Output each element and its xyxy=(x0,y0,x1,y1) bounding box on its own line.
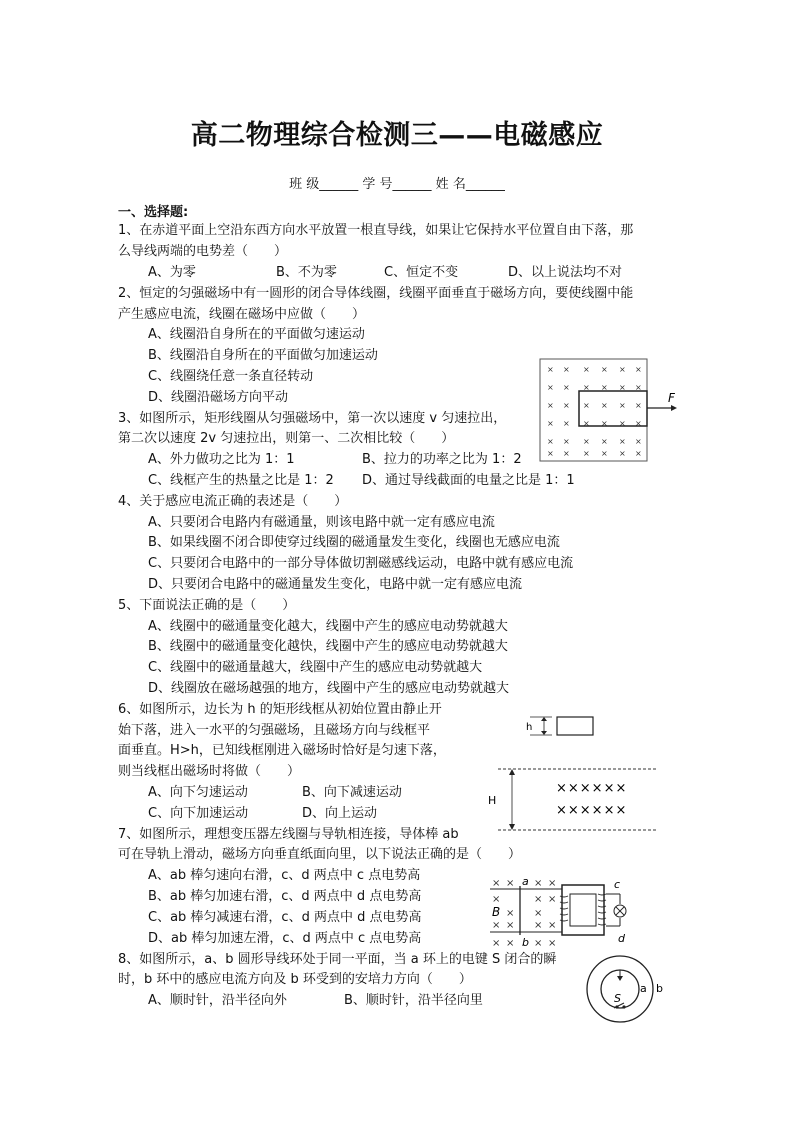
field-cross-mark: × xyxy=(563,401,570,410)
field-cross-mark: × xyxy=(492,920,501,931)
primary-coil xyxy=(560,896,568,921)
field-cross-mark: × xyxy=(635,401,642,410)
field-cross-mark: × xyxy=(601,383,608,392)
q6-stem-line2: 始下落，进入一水平的匀强磁场，且磁场方向与线框平 xyxy=(118,723,431,738)
field-cross-mark: × xyxy=(583,449,590,458)
q1-stem-line1: 1、在赤道平面上空沿东西方向水平放置一根直导线，如果让它保持水平位置自由下落，那 xyxy=(118,223,634,238)
field-crosses-row2: ×××××× xyxy=(556,803,628,818)
q7-stem-line2: 可在导轨上滑动，磁场方向垂直纸面向里，以下说法正确的是（ ） xyxy=(118,847,522,862)
q6-stem-line3: 面垂直。H>h，已知线框刚进入磁场时恰好是匀速下落， xyxy=(118,743,446,758)
field-crosses-row1: ×××××× xyxy=(556,781,628,796)
field-label-B: B xyxy=(492,905,501,919)
q4-stem: 4、关于感应电流正确的表述是（ ） xyxy=(118,494,348,509)
field-cross-mark: × xyxy=(547,449,554,458)
q8-option-a: A、顺时针，沿半径向外 xyxy=(148,993,287,1008)
q6-falling-frame-figure xyxy=(488,712,664,836)
field-cross-mark: × xyxy=(534,908,543,919)
q3-option-d: D、通过导线截面的电量之比是 1：1 xyxy=(362,473,575,488)
secondary-coil xyxy=(598,894,606,925)
q3-magnetic-field-figure xyxy=(538,358,678,464)
field-cross-mark: × xyxy=(534,878,543,889)
field-cross-mark: × xyxy=(547,401,554,410)
q6-option-a: A、向下匀速运动 xyxy=(148,785,248,800)
q7-option-b: B、ab 棒匀加速右滑，c、d 两点中 d 点电势高 xyxy=(148,889,422,904)
rod-label-a: a xyxy=(522,875,529,888)
q6-stem-line1: 6、如图所示，边长为 h 的矩形线框从初始位置由静止开 xyxy=(118,702,442,717)
q6-option-b: B、向下减速运动 xyxy=(302,785,402,800)
field-cross-mark: × xyxy=(548,878,557,889)
q8-rings-figure xyxy=(584,954,696,1026)
q7-option-c: C、ab 棒匀减速右滑，c、d 两点中 d 点电势高 xyxy=(148,910,422,925)
field-cross-mark: × xyxy=(619,419,626,428)
q4-option-a: A、只要闭合电路内有磁通量，则该电路中就一定有感应电流 xyxy=(148,515,495,530)
field-cross-mark: × xyxy=(492,894,501,905)
field-cross-mark: × xyxy=(506,908,515,919)
student-info-line: 班 级______ 学 号______ 姓 名______ xyxy=(289,177,505,192)
q1-stem-line2: 么导线两端的电势差（ ） xyxy=(118,244,288,259)
field-cross-mark: × xyxy=(563,419,570,428)
field-cross-mark: × xyxy=(635,449,642,458)
field-cross-mark: × xyxy=(583,383,590,392)
q6-option-d: D、向上运动 xyxy=(302,806,378,821)
field-cross-mark: × xyxy=(548,920,557,931)
field-cross-mark: × xyxy=(619,449,626,458)
field-cross-mark: × xyxy=(619,365,626,374)
field-cross-mark: × xyxy=(619,383,626,392)
field-cross-mark: × xyxy=(635,437,642,446)
field-cross-mark: × xyxy=(506,920,515,931)
q4-option-b: B、如果线圈不闭合即使穿过线圈的磁通量发生变化，线圈也无感应电流 xyxy=(148,535,560,550)
field-cross-mark: × xyxy=(563,365,570,374)
q3-option-c: C、线框产生的热量之比是 1：2 xyxy=(148,473,334,488)
field-cross-mark: × xyxy=(534,938,543,949)
q2-option-a: A、线圈沿自身所在的平面做匀速运动 xyxy=(148,327,365,342)
q4-option-c: C、只要闭合电路中的一部分导体做切割磁感线运动，电路中就有感应电流 xyxy=(148,556,574,571)
q5-option-b: B、线圈中的磁通量变化越快，线圈中产生的感应电动势就越大 xyxy=(148,639,508,654)
terminal-label-c: c xyxy=(614,878,621,891)
field-cross-mark: × xyxy=(583,365,590,374)
q1-option-d: D、以上说法均不对 xyxy=(508,265,623,280)
field-cross-mark: × xyxy=(506,938,515,949)
q5-option-d: D、线圈放在磁场越强的地方，线圈中产生的感应电动势就越大 xyxy=(148,681,510,696)
q2-option-b: B、线圈沿自身所在的平面做匀加速运动 xyxy=(148,348,378,363)
field-cross-mark: × xyxy=(506,878,515,889)
q8-stem-line1: 8、如图所示，a、b 圆形导线环处于同一平面，当 a 环上的电键 S 闭合的瞬 xyxy=(118,952,557,967)
q3-option-b: B、拉力的功率之比为 1：2 xyxy=(362,452,522,467)
field-cross-mark: × xyxy=(534,894,543,905)
q2-option-d: D、线圈沿磁场方向平动 xyxy=(148,390,289,405)
field-cross-mark: × xyxy=(547,437,554,446)
q3-stem-line1: 3、如图所示，矩形线圈从匀强磁场中，第一次以速度 v 匀速拉出， xyxy=(118,411,507,426)
field-region-border xyxy=(540,359,647,461)
transformer-core xyxy=(562,885,604,935)
field-cross-mark: × xyxy=(619,401,626,410)
field-cross-mark: × xyxy=(635,383,642,392)
field-cross-mark: × xyxy=(601,437,608,446)
field-crosses xyxy=(547,365,642,458)
q5-option-a: A、线圈中的磁通量变化越大，线圈中产生的感应电动势就越大 xyxy=(148,619,508,634)
field-cross-mark: × xyxy=(635,419,642,428)
field-cross-mark: × xyxy=(534,920,543,931)
q8-stem-line2: 时，b 环中的感应电流方向及 b 环受到的安培力方向（ ） xyxy=(118,972,472,987)
section-heading: 一、选择题: xyxy=(118,205,189,220)
field-height-label: H xyxy=(488,794,497,807)
square-frame xyxy=(557,717,593,735)
field-cross-mark: × xyxy=(563,449,570,458)
field-cross-mark: × xyxy=(547,365,554,374)
q7-option-d: D、ab 棒匀加速左滑，c、d 两点中 c 点电势高 xyxy=(148,931,422,946)
field-cross-mark: × xyxy=(563,437,570,446)
q8-option-b: B、顺时针，沿半径向里 xyxy=(344,993,483,1008)
field-cross-mark: × xyxy=(583,437,590,446)
q7-stem-line1: 7、如图所示，理想变压器左线圈与导轨相连接，导体棒 ab xyxy=(118,827,459,842)
frame-height-label: h xyxy=(526,722,533,733)
force-arrowhead xyxy=(671,405,677,411)
field-cross-mark: × xyxy=(583,401,590,410)
q3-stem-line2: 第二次以速度 2v 匀速拉出，则第一、二次相比较（ ） xyxy=(118,431,455,446)
q6-option-c: C、向下加速运动 xyxy=(148,806,249,821)
terminal-label-d: d xyxy=(618,932,625,945)
q6-stem-line4: 则当线框出磁场时将做（ ） xyxy=(118,764,301,779)
field-cross-mark: × xyxy=(635,365,642,374)
field-cross-mark: × xyxy=(601,401,608,410)
ring-label-a: a xyxy=(640,982,647,995)
q7-transformer-figure xyxy=(488,872,638,948)
ring-label-b: b xyxy=(656,982,663,995)
q1-option-a: A、为零 xyxy=(148,265,196,280)
field-cross-mark: × xyxy=(583,419,590,428)
q2-stem-line2: 产生感应电流，线圈在磁场中应做（ ） xyxy=(118,307,366,322)
field-cross-mark: × xyxy=(619,437,626,446)
q3-option-a: A、外力做功之比为 1：1 xyxy=(148,452,295,467)
q5-stem: 5、下面说法正确的是（ ） xyxy=(118,598,296,613)
field-cross-mark: × xyxy=(492,938,501,949)
field-cross-mark: × xyxy=(547,383,554,392)
q7-option-a: A、ab 棒匀速向右滑，c、d 两点中 c 点电势高 xyxy=(148,868,421,883)
field-cross-mark: × xyxy=(601,419,608,428)
q2-option-c: C、线圈绕任意一条直径转动 xyxy=(148,369,314,384)
field-cross-mark: × xyxy=(548,894,557,905)
switch-label: S xyxy=(614,992,621,1005)
q1-option-b: B、不为零 xyxy=(276,265,337,280)
q5-option-c: C、线圈中的磁通量越大，线圈中产生的感应电动势就越大 xyxy=(148,660,483,675)
rod-label-b: b xyxy=(522,936,529,949)
force-label: F xyxy=(668,391,675,405)
field-cross-mark: × xyxy=(492,878,501,889)
field-cross-mark: × xyxy=(563,383,570,392)
q4-option-d: D、只要闭合电路中的磁通量发生变化，电路中就一定有感应电流 xyxy=(148,577,523,592)
q1-option-c: C、恒定不变 xyxy=(384,265,459,280)
q2-stem-line1: 2、恒定的匀强磁场中有一圆形的闭合导体线圈，线圈平面垂直于磁场方向，要使线圈中能 xyxy=(118,286,634,301)
field-cross-mark: × xyxy=(547,419,554,428)
field-cross-mark: × xyxy=(601,365,608,374)
field-cross-mark: × xyxy=(548,938,557,949)
field-cross-mark: × xyxy=(601,449,608,458)
page-title: 高二物理综合检测三——电磁感应 xyxy=(190,120,604,151)
